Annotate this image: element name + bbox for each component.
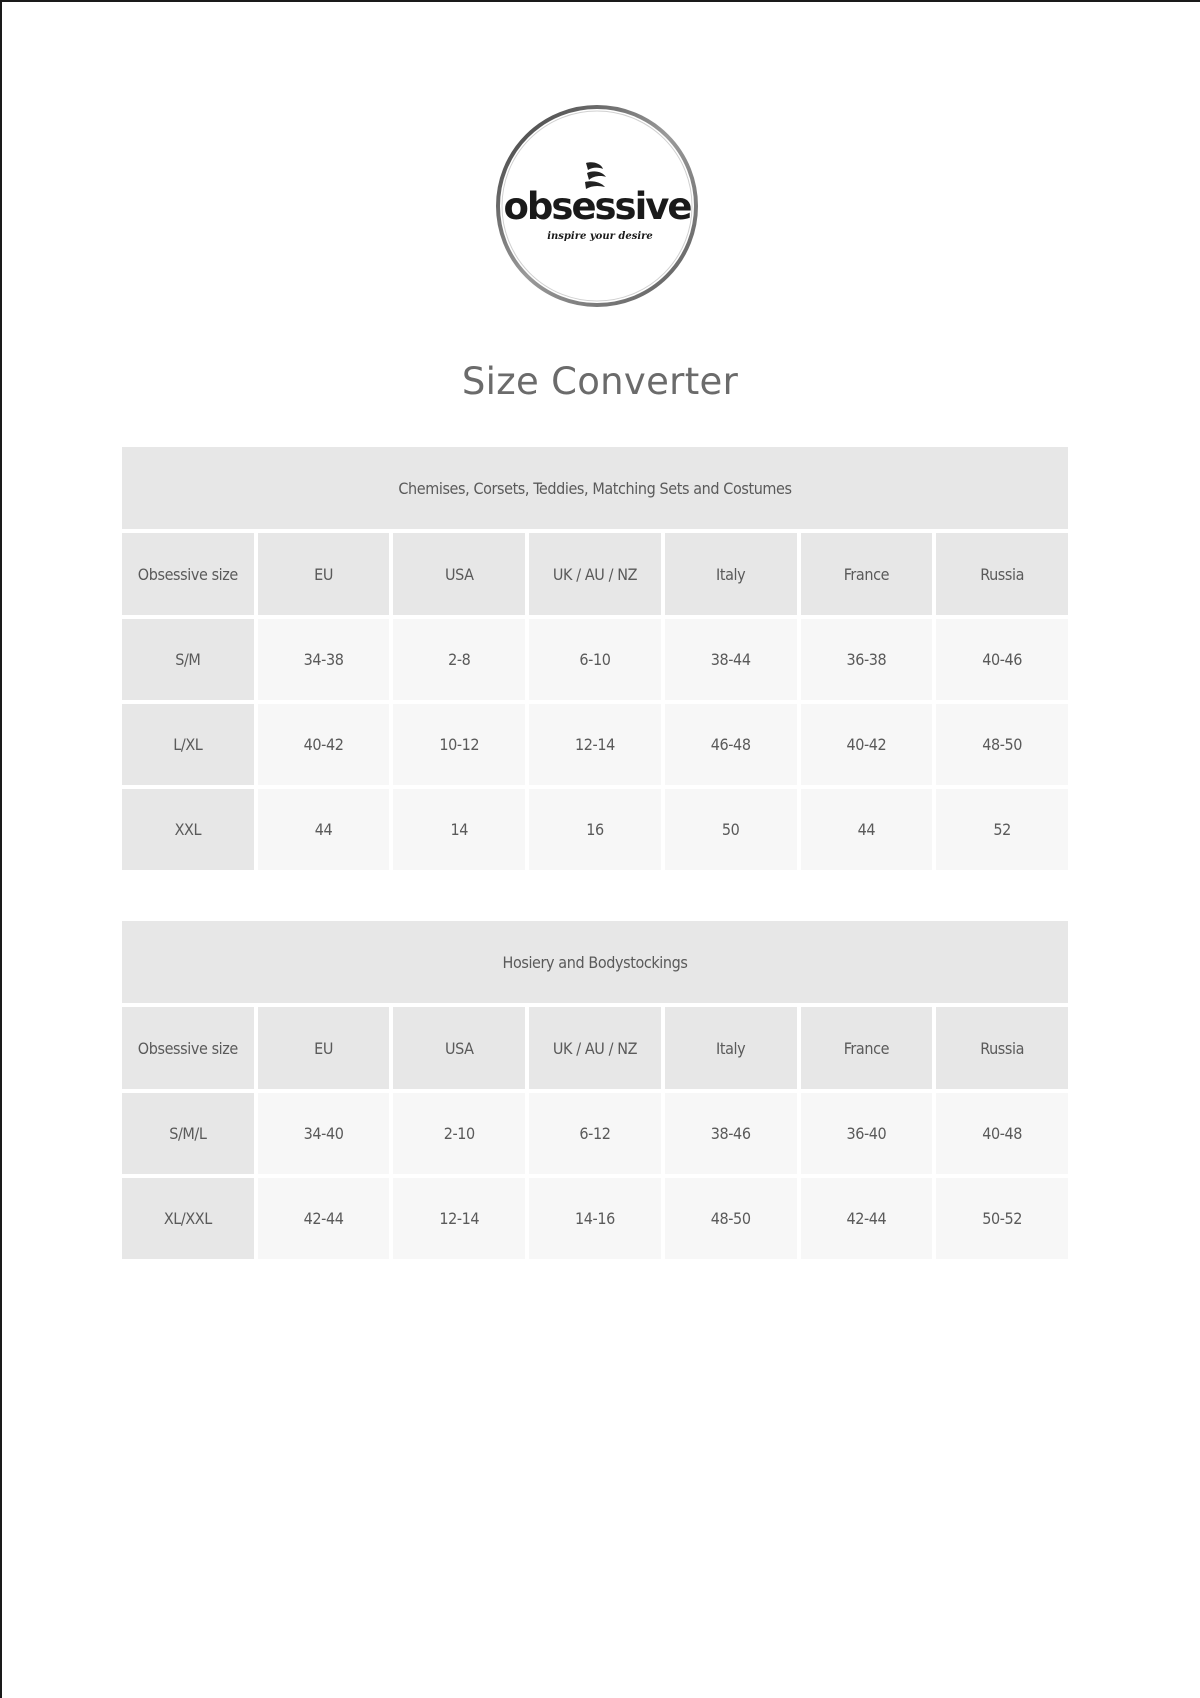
header-italy: Italy — [665, 1007, 797, 1089]
logo-tagline: inspire your desire — [547, 231, 653, 242]
table-cell: 50 — [665, 789, 797, 870]
header-usa: USA — [393, 533, 525, 615]
header-eu: EU — [258, 1007, 390, 1089]
table-cell: 40-42 — [801, 704, 933, 785]
size-label: S/M — [122, 619, 254, 700]
table-cell: 2-8 — [393, 619, 525, 700]
table-cell: 42-44 — [258, 1178, 390, 1259]
header-italy: Italy — [665, 533, 797, 615]
table-caption: Hosiery and Bodystockings — [122, 921, 1068, 1003]
table-cell: 50-52 — [936, 1178, 1068, 1259]
brand-logo — [494, 103, 700, 309]
table-header-row — [122, 1007, 1068, 1089]
page-title: Size Converter — [461, 360, 739, 403]
table-cell: 34-40 — [258, 1093, 390, 1174]
table-row — [122, 789, 1068, 870]
table-cell: 40-42 — [258, 704, 390, 785]
logo-emblem-icon — [494, 103, 700, 309]
table-cell: 14 — [393, 789, 525, 870]
table-header-row — [122, 533, 1068, 615]
header-france: France — [801, 533, 933, 615]
header-russia: Russia — [936, 1007, 1068, 1089]
table-caption: Chemises, Corsets, Teddies, Matching Sets and Costumes — [122, 447, 1068, 529]
table-cell: 12-14 — [393, 1178, 525, 1259]
table-cell: 48-50 — [936, 704, 1068, 785]
header-uk-au-nz: UK / AU / NZ — [529, 1007, 661, 1089]
table-cell: 12-14 — [529, 704, 661, 785]
table-cell: 38-46 — [665, 1093, 797, 1174]
table-cell: 36-38 — [801, 619, 933, 700]
table-cell: 44 — [801, 789, 933, 870]
table-cell: 6-12 — [529, 1093, 661, 1174]
table-cell: 6-10 — [529, 619, 661, 700]
size-table-hosiery — [118, 917, 1072, 1263]
table-cell: 40-48 — [936, 1093, 1068, 1174]
table-cell: 36-40 — [801, 1093, 933, 1174]
table-row — [122, 1178, 1068, 1259]
size-label: S/M/L — [122, 1093, 254, 1174]
table-cell: 44 — [258, 789, 390, 870]
table-cell: 52 — [936, 789, 1068, 870]
header-france: France — [801, 1007, 933, 1089]
table-cell: 34-38 — [258, 619, 390, 700]
table-cell: 40-46 — [936, 619, 1068, 700]
table-cell: 2-10 — [393, 1093, 525, 1174]
table-cell: 16 — [529, 789, 661, 870]
table-cell: 46-48 — [665, 704, 797, 785]
table-cell: 10-12 — [393, 704, 525, 785]
header-eu: EU — [258, 533, 390, 615]
header-obsessive-size: Obsessive size — [122, 1007, 254, 1089]
header-russia: Russia — [936, 533, 1068, 615]
table-row — [122, 619, 1068, 700]
header-uk-au-nz: UK / AU / NZ — [529, 533, 661, 615]
size-table-lingerie — [118, 443, 1072, 874]
logo-wordmark: obsessive — [503, 185, 691, 228]
header-usa: USA — [393, 1007, 525, 1089]
table-cell: 38-44 — [665, 619, 797, 700]
header-obsessive-size: Obsessive size — [122, 533, 254, 615]
size-label: L/XL — [122, 704, 254, 785]
size-label: XXL — [122, 789, 254, 870]
size-label: XL/XXL — [122, 1178, 254, 1259]
table-row — [122, 704, 1068, 785]
table-cell: 48-50 — [665, 1178, 797, 1259]
table-cell: 14-16 — [529, 1178, 661, 1259]
table-row — [122, 1093, 1068, 1174]
table-cell: 42-44 — [801, 1178, 933, 1259]
